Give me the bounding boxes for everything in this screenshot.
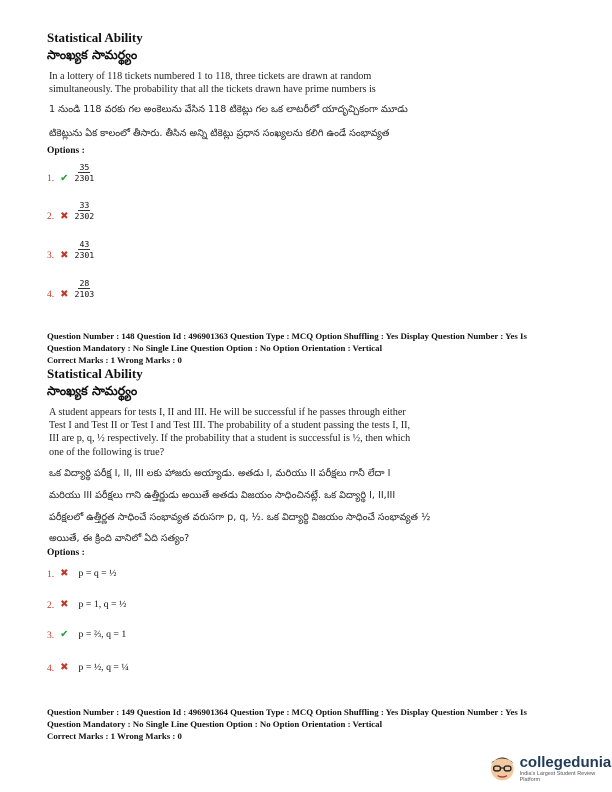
wrong-cross-icon: ✖ bbox=[60, 288, 69, 300]
meta-line: Question Number : 148 Question Id : 496901363 Question Type : MCQ Option Shuffling : Yes Display Question Number : Yes Is bbox=[47, 331, 527, 341]
option-item bbox=[47, 276, 94, 300]
numerator: 33 bbox=[79, 199, 90, 210]
fraction bbox=[75, 162, 95, 183]
option-item bbox=[47, 627, 126, 641]
meta-line: Correct Marks : 1 Wrong Marks : 0 bbox=[47, 731, 182, 741]
option-item bbox=[47, 597, 126, 611]
wrong-cross-icon: ✖ bbox=[60, 598, 69, 610]
option-number: 4. bbox=[47, 290, 55, 300]
question-line: one of the following is true? bbox=[49, 446, 165, 458]
fraction bbox=[75, 239, 95, 260]
logo-name: collegedunia bbox=[519, 753, 612, 771]
option-item bbox=[47, 198, 94, 222]
question-text-telugu: పరీక్షలలో ఉత్తీర్ణత సాధించే సంభావ్యత వరుసగా p, q, ½. ఒక విద్యార్థి విజయం సాధించే సంభావ్యత ½ bbox=[49, 512, 431, 523]
meta-line: Correct Marks : 1 Wrong Marks : 0 bbox=[47, 355, 182, 365]
option-number: 2. bbox=[47, 601, 55, 611]
option-number: 4. bbox=[47, 664, 55, 674]
meta-line: Question Mandatory : No Single Line Question Option : No Option Orientation : Vertical bbox=[47, 343, 383, 353]
option-text: p = ⅔, q = 1 bbox=[78, 628, 127, 640]
question-text-telugu: మరియు III పరీక్షలు గాని ఉత్తీర్ణుడు అయితే అతడు విజయం సాధించినట్లే. ఒక విద్యార్థి I, II,III bbox=[49, 490, 396, 501]
section-title-telugu: సాంఖ్యక సామర్థ్యం bbox=[47, 383, 138, 398]
option-text: p = q = ½ bbox=[78, 567, 117, 579]
question-meta bbox=[47, 330, 567, 366]
option-item bbox=[47, 566, 117, 580]
question-line: simultaneously. The probability that all the tickets drawn have prime numbers is bbox=[49, 84, 376, 96]
option-number: 1. bbox=[47, 570, 55, 580]
question-text-telugu: ఒక విద్యార్థి పరీక్ష I, II, III లకు హాజరు అయ్యాడు. అతడు I, మరియు II పరీక్షలు గానీ లేదా I bbox=[49, 468, 391, 479]
numerator: 43 bbox=[79, 238, 90, 249]
wrong-cross-icon: ✖ bbox=[60, 210, 69, 222]
section-title: Statistical Ability bbox=[47, 366, 143, 381]
wrong-cross-icon: ✖ bbox=[60, 661, 69, 673]
options-label: Options : bbox=[47, 146, 85, 156]
section-title-telugu: సాంఖ్యక సామర్థ్యం bbox=[47, 47, 138, 62]
option-number: 3. bbox=[47, 631, 55, 641]
denominator: 2302 bbox=[74, 210, 95, 221]
question-text-telugu: అయితే, ఈ క్రింది వానిలో ఏది సత్యం? bbox=[49, 533, 190, 544]
fraction bbox=[75, 200, 95, 221]
denominator: 2301 bbox=[74, 172, 95, 183]
denominator: 2103 bbox=[74, 288, 95, 299]
correct-check-icon: ✔ bbox=[60, 172, 69, 184]
option-number: 2. bbox=[47, 212, 55, 222]
options-label: Options : bbox=[47, 548, 85, 558]
question-line: A student appears for tests I, II and III. He will be successful if he passes through either bbox=[49, 407, 406, 418]
fraction bbox=[75, 278, 95, 299]
question-line: In a lottery of 118 tickets numbered 1 to 118, three tickets are drawn at random bbox=[49, 71, 372, 82]
question-meta bbox=[47, 706, 567, 742]
question-line: Test I and Test II or Test I and Test III. The probability of a student passing the tests I, II, bbox=[49, 420, 411, 432]
numerator: 35 bbox=[79, 161, 90, 172]
question-text-telugu: టికెట్లును ఏక కాలంలో తీసారు. తీసిన అన్ని టికెట్లు ప్రధాన సంఖ్యలను కలిగి ఉండే సంభావ్యత bbox=[49, 128, 390, 139]
numerator: 28 bbox=[79, 277, 90, 288]
question-text bbox=[49, 406, 449, 459]
section-title: Statistical Ability bbox=[47, 30, 143, 45]
correct-check-icon: ✔ bbox=[60, 628, 69, 640]
meta-line: Question Mandatory : No Single Line Question Option : No Option Orientation : Vertical bbox=[47, 719, 383, 729]
question-text-telugu: 1 నుండి 118 వరకు గల అంకెలును వేసిన 118 టికెట్లు గల ఒక లాటరీలో యాదృచ్చికంగా మూడు bbox=[49, 104, 408, 115]
wrong-cross-icon: ✖ bbox=[60, 567, 69, 579]
logo-tagline: India's Largest Student Review Platform bbox=[519, 770, 596, 783]
option-item bbox=[47, 160, 94, 184]
meta-line: Question Number : 149 Question Id : 496901364 Question Type : MCQ Option Shuffling : Yes Display Question Number : Yes Is bbox=[47, 707, 527, 717]
option-item bbox=[47, 237, 94, 261]
question-text bbox=[49, 70, 449, 96]
denominator: 2301 bbox=[74, 249, 95, 260]
mascot-icon bbox=[488, 752, 517, 784]
option-text: p = 1, q = ½ bbox=[78, 598, 127, 610]
option-text: p = ½, q = ¼ bbox=[78, 661, 129, 673]
question-line: III are p, q, ½ respectively. If the probability that a student is successful is ½, then which bbox=[49, 433, 411, 445]
option-item bbox=[47, 660, 129, 674]
collegedunia-logo bbox=[488, 752, 612, 784]
wrong-cross-icon: ✖ bbox=[60, 249, 69, 261]
option-number: 1. bbox=[47, 174, 55, 184]
option-number: 3. bbox=[47, 251, 55, 261]
